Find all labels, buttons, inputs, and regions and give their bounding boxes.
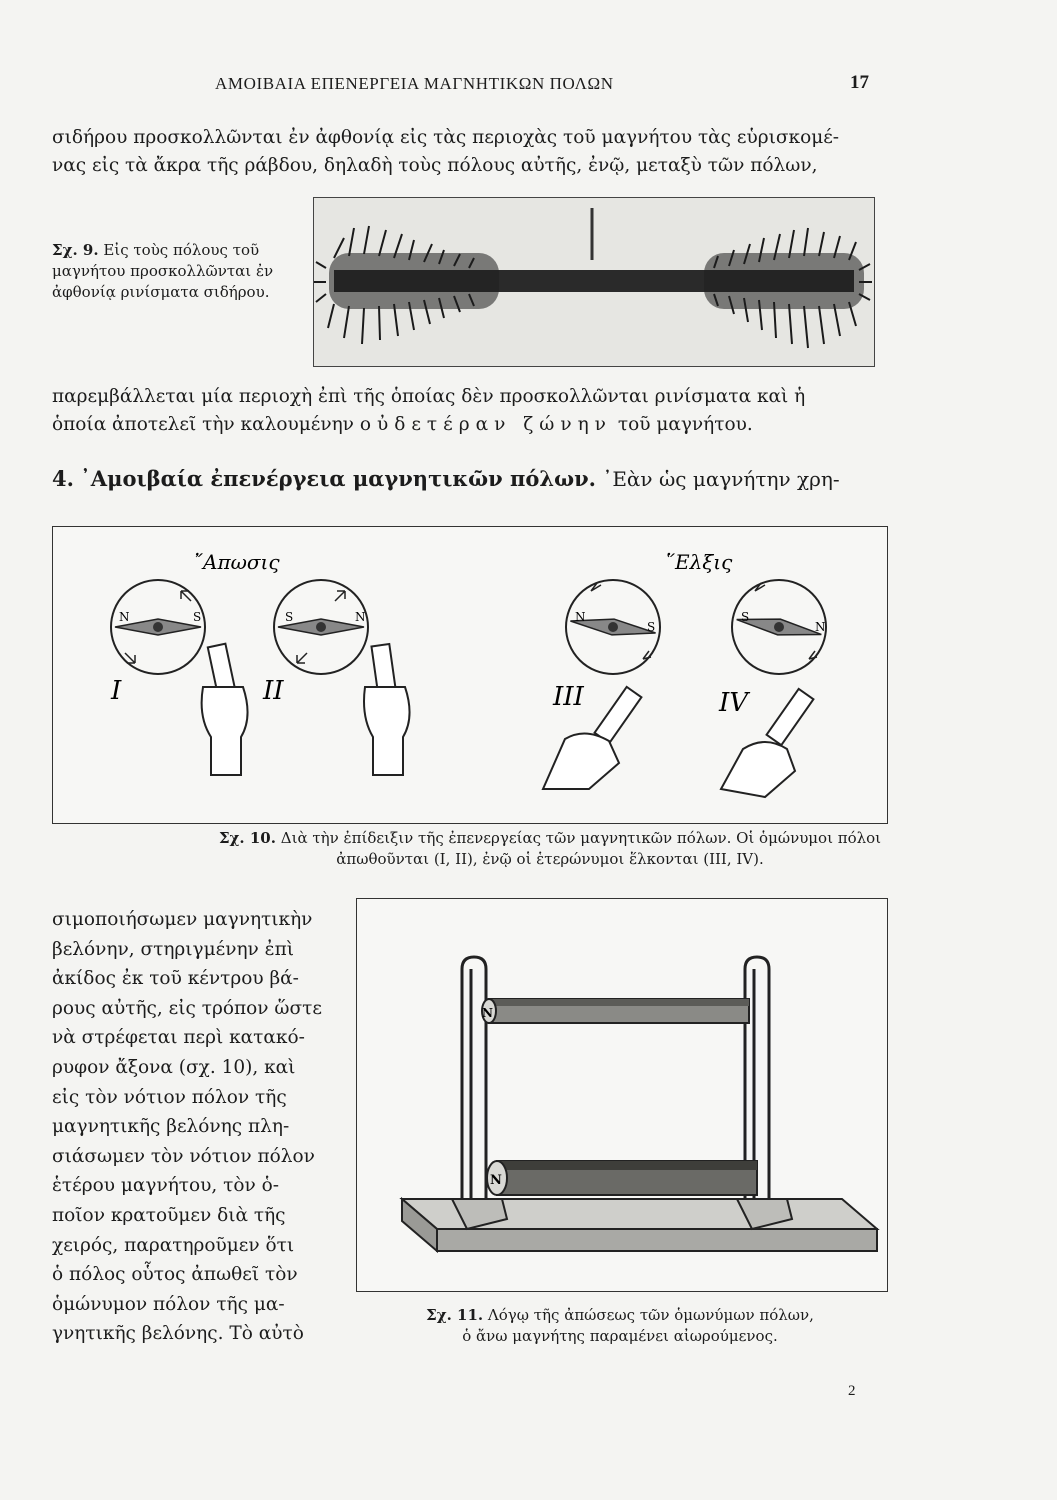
- panel-label: II: [263, 676, 284, 706]
- caption-text: μαγνήτου προσκολλῶνται ἐν: [52, 262, 274, 280]
- text-line: χειρός, παρατηροῦμεν ὅτι: [52, 1234, 295, 1256]
- caption-text: Λόγῳ τῆς ἀπώσεως τῶν ὁμωνύμων πόλων,: [487, 1306, 814, 1324]
- text-line: γνητικῆς βελόνης. Τὸ αὐτὸ: [52, 1323, 304, 1345]
- caption-text: ἀφθονίᾳ ρινίσματα σιδήρου.: [52, 283, 270, 301]
- text-line: σιδήρου προσκολλῶνται ἐν ἀφθονίᾳ εἰς τὰς περιοχὰς τοῦ μαγνήτου τὰς εὑρισκομέ-: [52, 127, 840, 148]
- label-repulsion: ῎Απωσις: [193, 550, 280, 574]
- text-line: ὁ πόλος οὗτος ἀπωθεῖ τὸν: [52, 1264, 298, 1286]
- compass-3: [566, 580, 660, 674]
- pole-label: N: [119, 610, 130, 624]
- text-line: σιάσωμεν τὸν νότιον πόλον: [52, 1145, 315, 1167]
- pole-label: N: [815, 620, 826, 634]
- figure-10-illustration: [53, 527, 887, 823]
- pole-label: N: [355, 610, 366, 624]
- text-line: νας εἰς τὰ ἄκρα τῆς ράβδου, δηλαδὴ τοὺς πόλους αὐτῆς, ἐνῷ, μεταξὺ τῶν πόλων,: [52, 155, 818, 176]
- panel-label: I: [111, 676, 122, 706]
- running-header: [0, 70, 1057, 100]
- iron-filings-magnet-illustration: [314, 198, 874, 366]
- text-line: ὁμώνυμον πόλον τῆς μα-: [52, 1293, 285, 1315]
- figure-10: [52, 526, 888, 824]
- text-line: παρεμβάλλεται μία περιοχὴ ἐπὶ τῆς ὁποίας δὲν προσκολλῶνται ρινίσματα καὶ ἡ: [52, 386, 806, 407]
- figure-10-caption: [200, 828, 900, 870]
- text-line: βελόνην, στηριγμένην ἐπὶ: [52, 938, 295, 960]
- figure-11-label: Σχ. 11.: [426, 1306, 484, 1324]
- pole-label-n: N: [490, 1173, 502, 1188]
- text-line: ἀκίδος ἐκ τοῦ κέντρου βά-: [52, 968, 299, 990]
- paragraph-neutral-zone: [52, 383, 882, 439]
- text-line: μαγνητικῆς βελόνης πλη-: [52, 1116, 290, 1138]
- section-lead-text: ᾿Εὰν ὡς μαγνήτην χρη-: [602, 467, 840, 491]
- text-span: ὁποία ἀποτελεῖ τὴν καλουμένην: [52, 414, 354, 435]
- paragraph-experiment: [52, 905, 342, 1349]
- figure-11-caption: [375, 1305, 865, 1347]
- compass-2: [274, 580, 368, 674]
- section-4-heading-line: [52, 464, 882, 494]
- figure-9-photo: [313, 197, 875, 367]
- panel-label: III: [553, 682, 584, 712]
- caption-text: ὁ ἄνω μαγνήτης παραμένει αἰωρούμενος.: [462, 1327, 778, 1345]
- figure-9-label: Σχ. 9.: [52, 241, 99, 259]
- pole-label: S: [193, 610, 202, 624]
- text-line: νὰ στρέφεται περὶ κατακό-: [52, 1027, 305, 1049]
- caption-text: Διὰ τὴν ἐπίδειξιν τῆς ἐπενεργείας τῶν μαγνητικῶν πόλων. Οἱ ὁμώνυμοι πόλοι: [280, 829, 882, 847]
- figure-11-illustration: [357, 899, 887, 1291]
- panel-label: IV: [719, 688, 749, 718]
- text-line: [52, 411, 882, 439]
- paragraph-intro: [52, 124, 882, 180]
- emphasized-term: οὐδετέραν ζώνην: [359, 414, 612, 435]
- pole-label: S: [647, 620, 656, 634]
- text-line: εἰς τὸν νότιον πόλον τῆς: [52, 1086, 287, 1108]
- text-line: ἑτέρου μαγνήτου, τὸν ὁ-: [52, 1175, 280, 1197]
- figure-9-caption: [52, 240, 302, 303]
- text-line: ποῖον κρατοῦμεν διὰ τῆς: [52, 1204, 286, 1226]
- label-attraction: ῞Ελξις: [665, 550, 733, 574]
- running-title: ΑΜΟΙΒΑΙΑ ΕΠΕΝΕΡΓΕΙΑ ΜΑΓΝΗΤΙΚΩΝ ΠΟΛΩΝ: [215, 74, 614, 93]
- hand-magnet-2: [364, 644, 410, 775]
- text-span: τοῦ μαγνήτου.: [617, 414, 753, 435]
- text-line: ρυφον ἄξονα (σχ. 10), καὶ: [52, 1056, 296, 1078]
- figure-11: [356, 898, 888, 1292]
- page-number: 17: [850, 72, 869, 93]
- printer-signature: 2: [848, 1383, 856, 1399]
- pole-label: S: [285, 610, 294, 624]
- compass-4: [732, 580, 826, 674]
- text-line: ρους αὐτῆς, εἰς τρόπον ὥστε: [52, 997, 322, 1019]
- pole-label: S: [741, 610, 750, 624]
- caption-text: ἀπωθοῦνται (I, II), ἐνῷ οἱ ἑτερώνυμοι ἕλκονται (III, IV).: [336, 850, 764, 868]
- upper-magnet: [482, 999, 749, 1023]
- compass-1: [111, 580, 205, 674]
- caption-text: Εἰς τοὺς πόλους τοῦ: [103, 241, 260, 259]
- text-line: σιμοποιήσωμεν μαγνητικὴν: [52, 909, 313, 930]
- section-title: ᾿Αμοιβαία ἐπενέργεια μαγνητικῶν πόλων.: [80, 466, 596, 491]
- pole-label-n: N: [482, 1006, 493, 1020]
- figure-10-label: Σχ. 10.: [218, 829, 276, 847]
- pole-label: N: [575, 610, 586, 624]
- lower-magnet: [487, 1161, 757, 1195]
- hand-magnet-1: [202, 644, 248, 775]
- section-number: 4.: [52, 466, 74, 491]
